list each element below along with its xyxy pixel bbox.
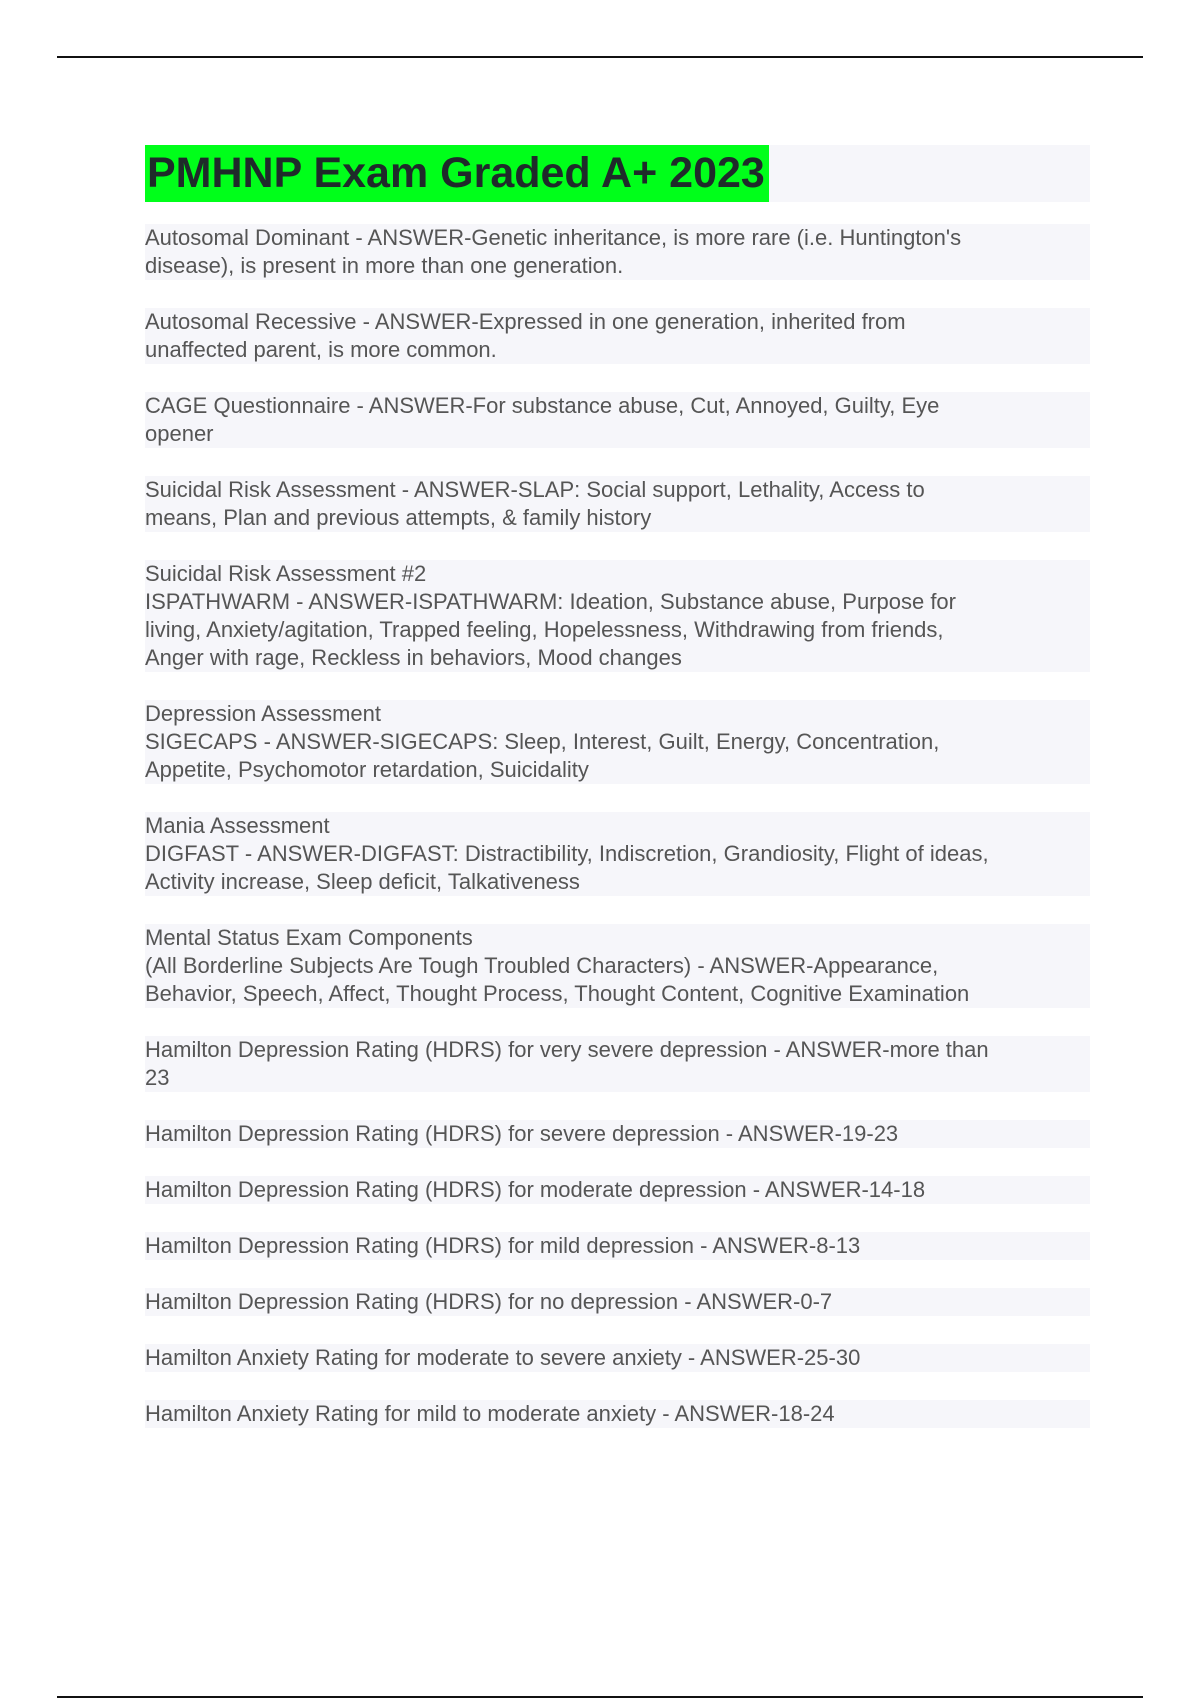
qa-entry	[145, 392, 1090, 448]
qa-entry	[145, 1232, 1090, 1260]
qa-entry-text: Hamilton Depression Rating (HDRS) for no depression - ANSWER-0-7	[145, 1288, 1090, 1316]
qa-entry	[145, 224, 1090, 280]
qa-entry	[145, 308, 1090, 364]
qa-entry	[145, 1120, 1090, 1148]
document-title: PMHNP Exam Graded A+ 2023	[145, 145, 769, 202]
footer-rule	[57, 1696, 1143, 1698]
qa-entry-text: Depression Assessment SIGECAPS - ANSWER-SIGECAPS: Sleep, Interest, Guilt, Energy, Concentration, Appetite, Psychomotor retardation, Suicidality	[145, 700, 1090, 784]
header-rule	[57, 56, 1143, 58]
qa-entry-text: Mania Assessment DIGFAST - ANSWER-DIGFAST: Distractibility, Indiscretion, Grandiosity, Flight of ideas, Activity increase, Sleep deficit, Talkativeness	[145, 812, 1090, 896]
qa-entry-text: Hamilton Depression Rating (HDRS) for moderate depression - ANSWER-14-18	[145, 1176, 1090, 1204]
qa-entry	[145, 924, 1090, 1008]
document-body	[145, 145, 1090, 1456]
qa-entry-text: Mental Status Exam Components (All Borderline Subjects Are Tough Troubled Characters) - ANSWER-Appearance, Behavior, Speech, Affect, Thought Process, Thought Content, Cognitive Examination	[145, 924, 1090, 1008]
qa-entry	[145, 700, 1090, 784]
qa-entry	[145, 560, 1090, 672]
qa-entry-text: Hamilton Depression Rating (HDRS) for very severe depression - ANSWER-more than 23	[145, 1036, 1090, 1092]
qa-entry-text: Hamilton Depression Rating (HDRS) for severe depression - ANSWER-19-23	[145, 1120, 1090, 1148]
qa-entry-text: CAGE Questionnaire - ANSWER-For substance abuse, Cut, Annoyed, Guilty, Eye opener	[145, 392, 1090, 448]
qa-entry-text: Suicidal Risk Assessment #2 ISPATHWARM - ANSWER-ISPATHWARM: Ideation, Substance abuse, Purpose for living, Anxiety/agitation, Trapped feeling, Hopelessness, Withdrawing from friends, Anger with rage, Reckless in behaviors, Mood changes	[145, 560, 1090, 672]
qa-entry-text: Hamilton Anxiety Rating for moderate to severe anxiety - ANSWER-25-30	[145, 1344, 1090, 1372]
qa-entry-text: Autosomal Recessive - ANSWER-Expressed in one generation, inherited from unaffected parent, is more common.	[145, 308, 1090, 364]
qa-list	[145, 224, 1090, 1428]
qa-entry	[145, 1344, 1090, 1372]
qa-entry	[145, 1176, 1090, 1204]
qa-entry	[145, 1400, 1090, 1428]
qa-entry	[145, 476, 1090, 532]
qa-entry	[145, 1036, 1090, 1092]
qa-entry-text: Hamilton Depression Rating (HDRS) for mild depression - ANSWER-8-13	[145, 1232, 1090, 1260]
qa-entry	[145, 1288, 1090, 1316]
qa-entry-text: Autosomal Dominant - ANSWER-Genetic inheritance, is more rare (i.e. Huntington's disease), is present in more than one generation.	[145, 224, 1090, 280]
qa-entry-text: Hamilton Anxiety Rating for mild to moderate anxiety - ANSWER-18-24	[145, 1400, 1090, 1428]
title-band	[145, 145, 1090, 202]
qa-entry	[145, 812, 1090, 896]
qa-entry-text: Suicidal Risk Assessment - ANSWER-SLAP: Social support, Lethality, Access to means, Plan and previous attempts, & family history	[145, 476, 1090, 532]
